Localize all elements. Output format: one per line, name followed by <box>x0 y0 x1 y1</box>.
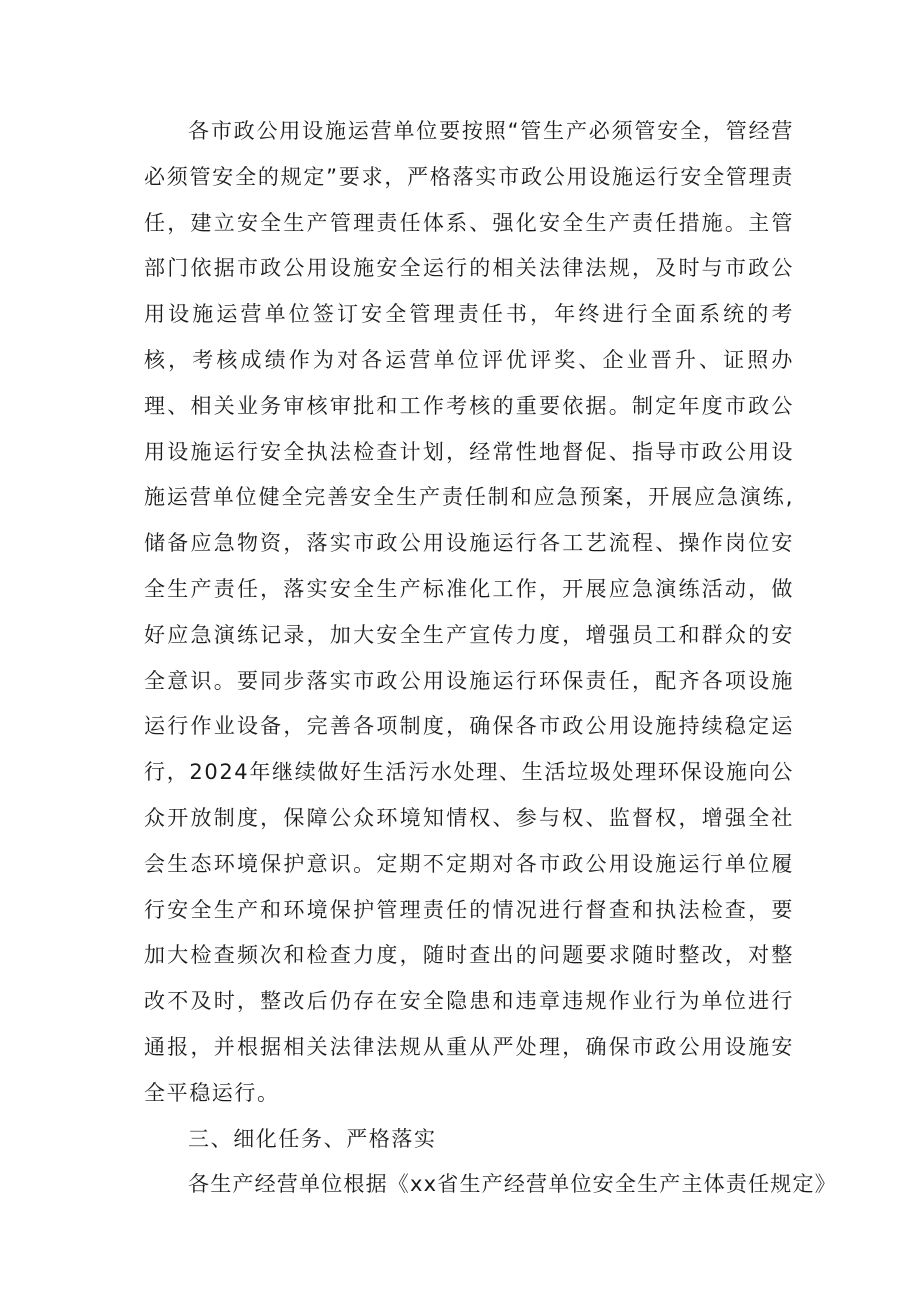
document-body <box>144 109 837 1208</box>
body-paragraph-continued: 各生产经营单位根据《xx省生产经营单位安全生产主体责任规定》 <box>188 1172 837 1197</box>
body-paragraph: 各市政公用设施运营单位要按照“管生产必须管安全，管经营必须管安全的规定”要求，严格落实市政公用设施运行安全管理责任，建立安全生产管理责任体系、强化安全生产责任措施。主管部门依据市政公用设施安全运行的相关法律法规，及时与市政公用设施运营单位签订安全管理责任书，年终进行全面系统的考核，考核成绩作为对各运营单位评优评奖、企业晋升、证照办理、相关业务审核审批和工作考核的重要依据。制定年度市政公用设施运行安全执法检查计划，经常性地督促、指导市政公用设施运营单位健全完善安全生产责任制和应急预案，开展应急演练,储备应急物资，落实市政公用设施运行各工艺流程、操作岗位安全生产责任，落实安全生产标准化工作，开展应急演练活动，做好应急演练记录，加大安全生产宣传力度，增强员工和群众的安全意识。要同步落实市政公用设施运行环保责任，配齐各项设施运行作业设备，完善各项制度，确保各市政公用设施持续稳定运行，2024年继续做好生活污水处理、生活垃圾处理环保设施向公众开放制度，保障公众环境知情权、参与权、监督权，增强全社会生态环境保护意识。定期不定期对各市政公用设施运行单位履行安全生产和环境保护管理责任的情况进行督查和执法检查，要加大检查频次和检查力度，随时查出的问题要求随时整改，对整改不及时，整改后仍存在安全隐患和违章违规作业行为单位进行通报，并根据相关法律法规从重从严处理，确保市政公用设施安全平稳运行。 <box>144 119 794 1105</box>
section-heading: 三、细化任务、严格落实 <box>188 1126 437 1151</box>
